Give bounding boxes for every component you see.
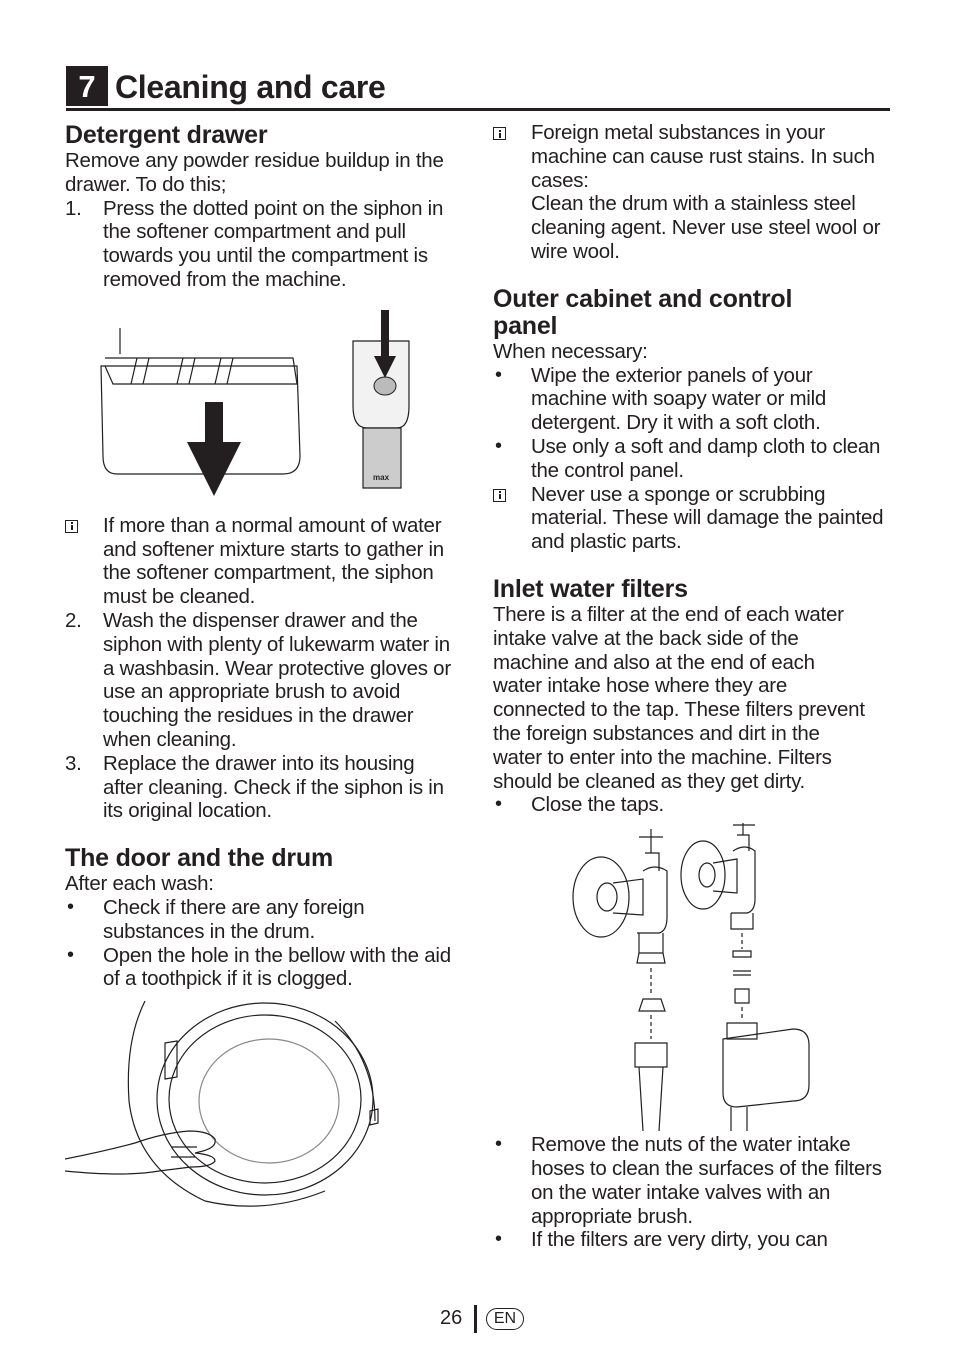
bullet-text: Check if there are any foreign substances in the drum. <box>103 895 365 943</box>
list-item <box>493 364 893 435</box>
section-heading-outer-cabinet: Outer cabinet and control panel <box>493 284 793 340</box>
bullet: • <box>67 943 74 966</box>
drawer-figure <box>65 306 457 512</box>
note-softener <box>65 514 457 609</box>
step-3 <box>65 752 457 823</box>
note-text-continued: Clean the drum with a stainless steel cleaning agent. Never use steel wool or wire wool. <box>531 192 881 263</box>
bullet: • <box>495 363 502 386</box>
door-figure <box>65 1001 457 1211</box>
step-number: 1. <box>65 196 82 220</box>
taps-illustration <box>493 823 893 1133</box>
list-item <box>65 896 457 944</box>
bullet: • <box>495 1228 502 1251</box>
note-text: Never use a sponge or scrubbing material. These will damage the painted and plastic parts. <box>531 482 884 554</box>
list-item <box>493 435 893 483</box>
bullet: • <box>495 1133 502 1156</box>
bullet-text: Wipe the exterior panels of your machine with soapy water or mild detergent. Dry it with a soft cloth. <box>531 363 827 435</box>
info-icon <box>65 520 78 533</box>
arrow-down-icon <box>187 402 241 496</box>
step-text: Wash the dispenser drawer and the siphon with plenty of lukewarm water in a washbasin. Wear protective gloves or use an appropriate brush to avoid touching the residues in the drawer when cleaning. <box>103 608 451 751</box>
bullet-text: Close the taps. <box>531 793 664 817</box>
list-item <box>493 1228 893 1252</box>
note-text: Foreign metal substances in your machine can cause rust stains. In such cases: <box>531 121 875 192</box>
outer-cabinet-intro: When necessary: <box>493 339 648 363</box>
step-number: 3. <box>65 751 82 775</box>
bullet-text: Remove the nuts of the water intake hoses to clean the surfaces of the filters on the water intake valves with an appropriate brush. <box>531 1133 882 1228</box>
page-number: 26 <box>440 1307 463 1329</box>
bullet: • <box>495 434 502 457</box>
inlet-filters-intro: There is a filter at the end of each water intake valve at the back side of the machine and also at the end of each water intake hose where they are connected to the tap. These filters prevent the foreign substances and dirt in the water to enter into the machine. Filters should be cleaned as they get dirty. <box>493 602 865 793</box>
step-number: 2. <box>65 608 82 632</box>
bullet-text: Open the hole in the bellow with the aid of a toothpick if it is clogged. <box>103 943 451 991</box>
step-text: Press the dotted point on the siphon in the softener compartment and pull towards you until the compartment is removed from the machine. <box>103 196 444 291</box>
note-sponge <box>493 483 893 554</box>
section-heading-inlet-filters: Inlet water filters <box>493 574 688 603</box>
bullet: • <box>495 793 502 816</box>
info-icon <box>493 127 506 140</box>
chapter-number: 7 <box>66 66 108 106</box>
language-badge: EN <box>486 1308 524 1330</box>
bullet-text: Use only a soft and damp cloth to clean the control panel. <box>531 434 881 482</box>
left-column <box>65 118 457 1211</box>
list-item <box>65 944 457 992</box>
bullet-text: If the filters are very dirty, you can <box>531 1228 828 1252</box>
bullet: • <box>67 895 74 918</box>
chapter-title: Cleaning and care <box>115 69 386 105</box>
section-heading-detergent-drawer: Detergent drawer <box>65 121 268 149</box>
note-text: If more than a normal amount of water and softener mixture starts to gather in the softener compartment, the siphon must be cleaned. <box>103 513 444 609</box>
drawer-illustration <box>65 306 457 512</box>
chapter-header <box>66 66 890 111</box>
taps-figure <box>493 823 893 1133</box>
door-illustration <box>65 1001 457 1211</box>
step-1 <box>65 197 457 292</box>
list-item <box>493 1133 893 1228</box>
detergent-drawer-intro: Remove any powder residue buildup in the drawer. To do this; <box>65 149 444 196</box>
info-icon <box>493 489 506 502</box>
section-heading-door-drum: The door and the drum <box>65 844 334 873</box>
door-drum-intro: After each wash: <box>65 872 214 896</box>
page-footer <box>0 1305 954 1335</box>
step-text: Replace the drawer into its housing after cleaning. Check if the siphon is in its original location. <box>103 751 444 823</box>
step-2 <box>65 609 457 752</box>
siphon-figure <box>353 310 409 488</box>
siphon-max-label: max <box>373 472 390 482</box>
footer-divider <box>474 1305 477 1333</box>
list-item <box>493 793 893 817</box>
right-column <box>493 118 893 1252</box>
note-rust <box>493 121 893 264</box>
